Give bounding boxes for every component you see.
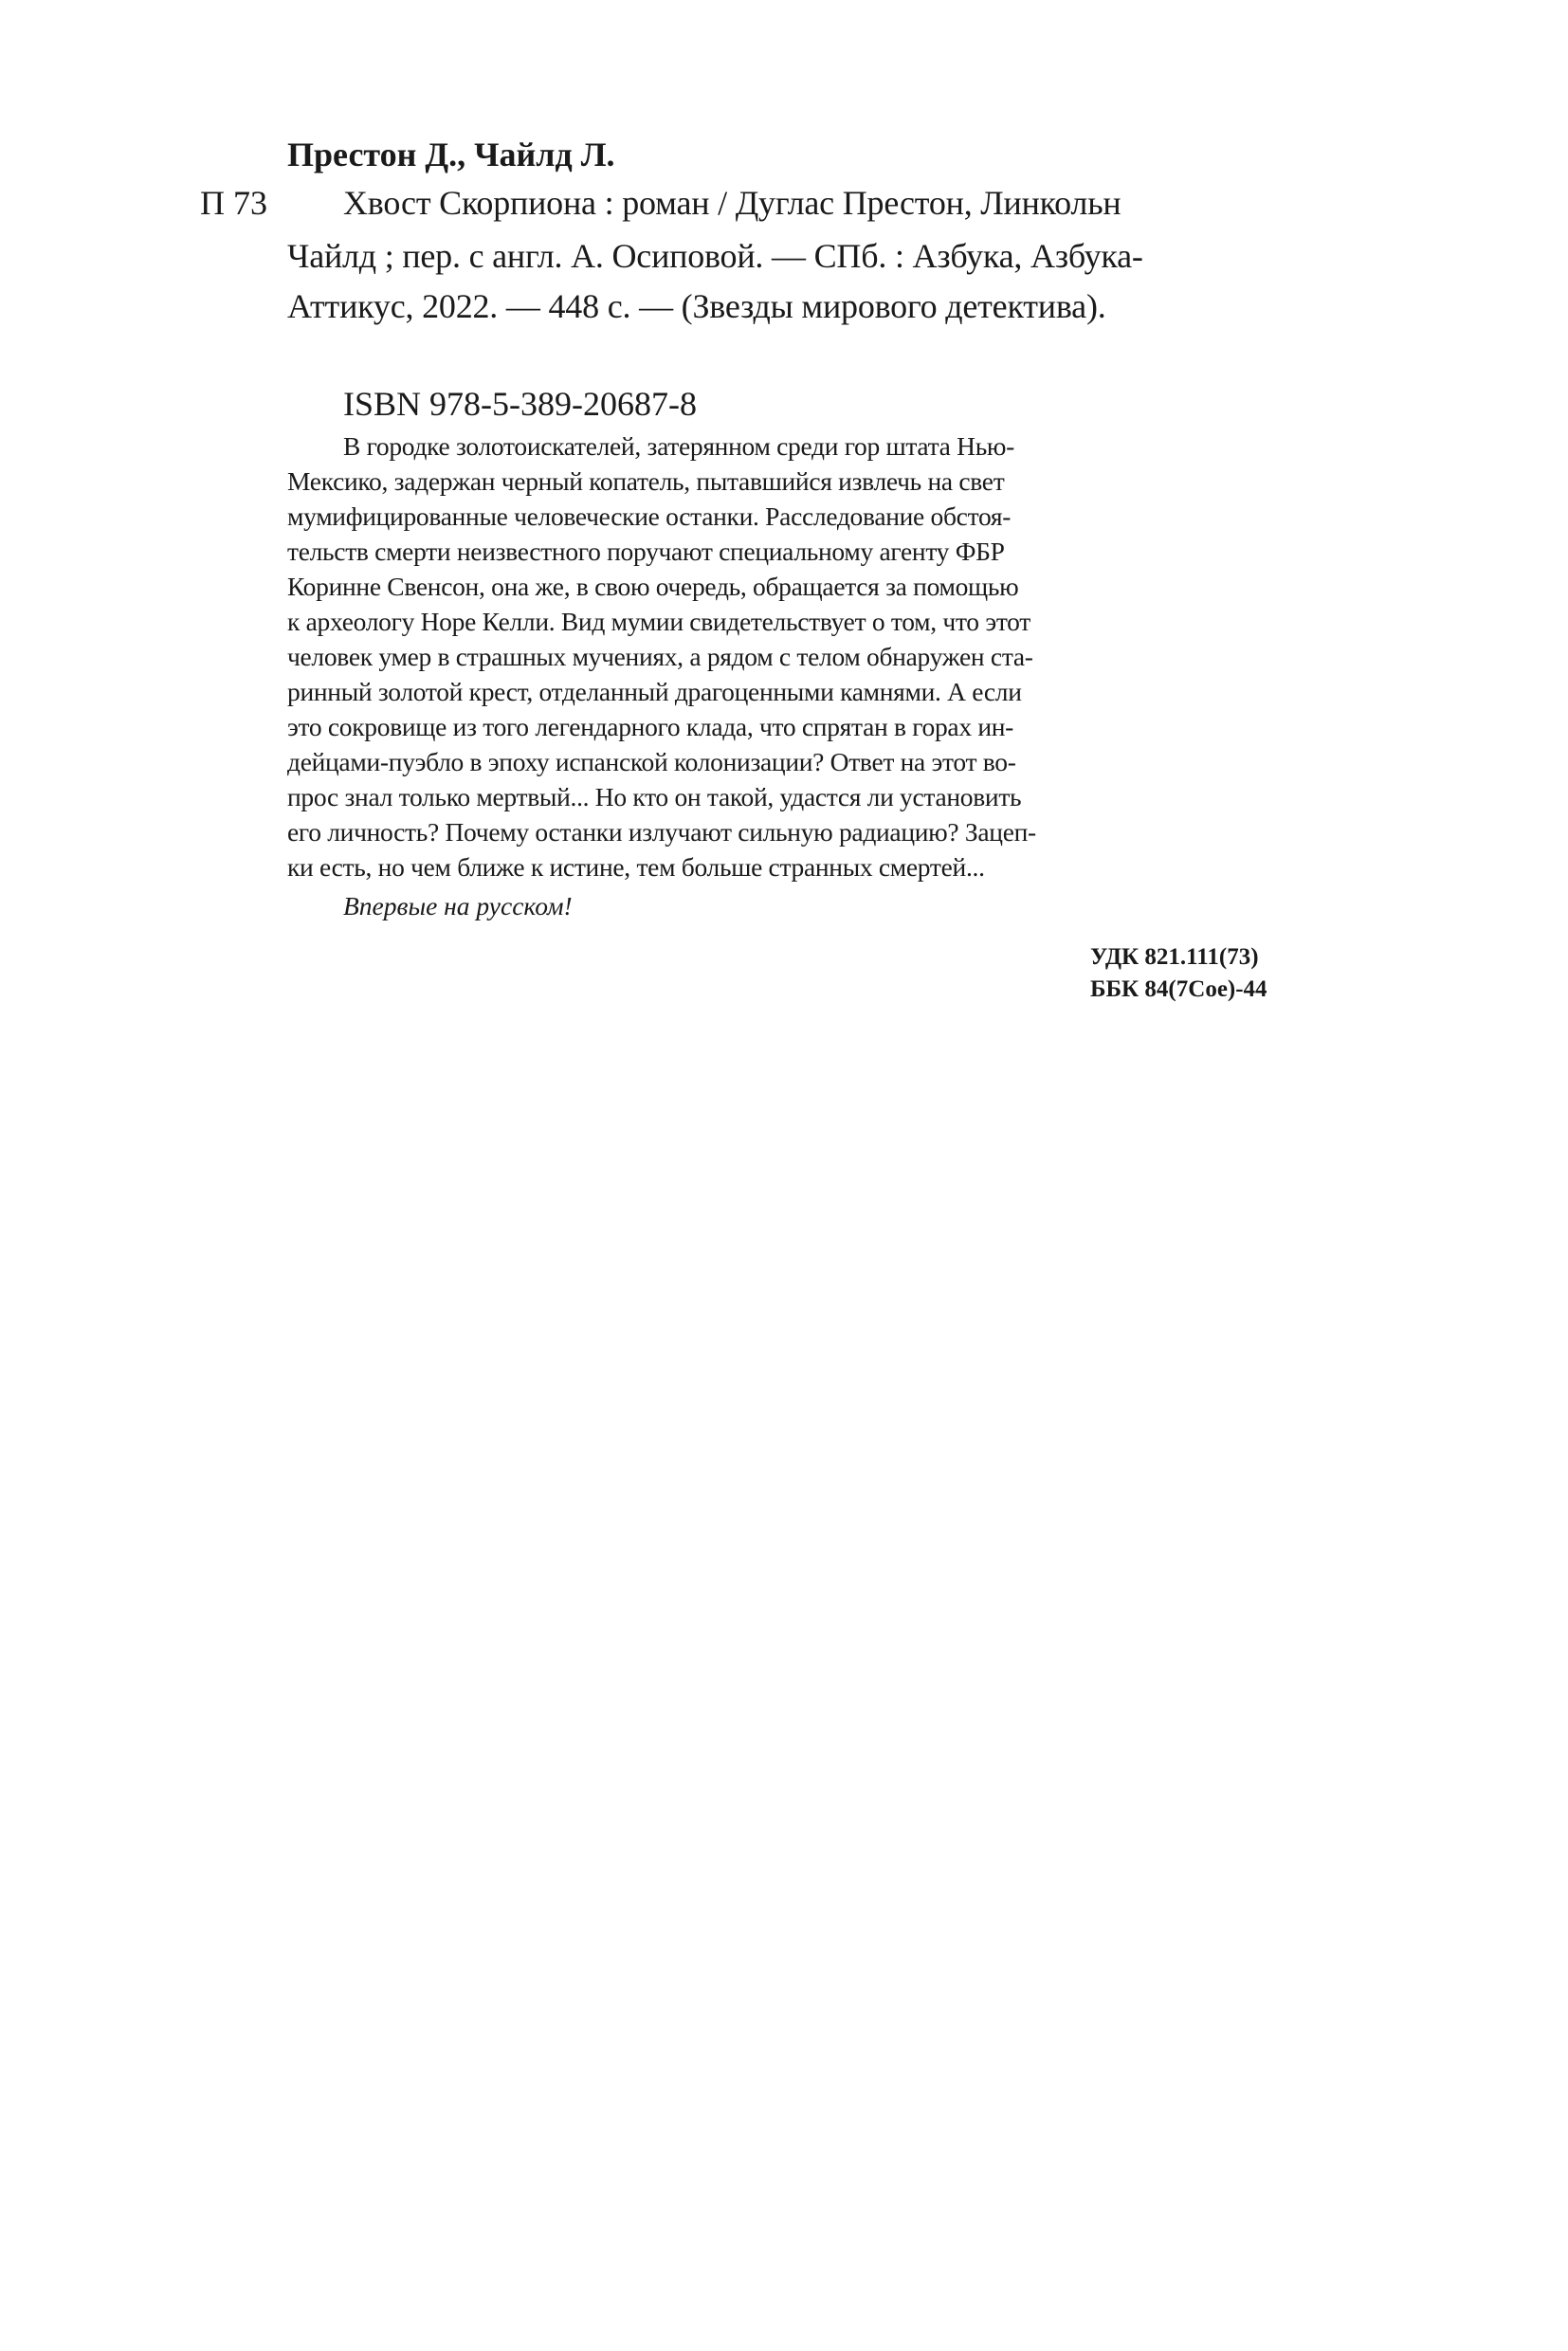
annotation-line: это сокровище из того легендарного клада, что спрятан в горах ин-	[287, 712, 1014, 741]
annotation-line: к археологу Норе Келли. Вид мумии свидетельствует о том, что этот	[287, 607, 1030, 636]
bibliographic-line: Хвост Скорпиона : роман / Дуглас Престон, Линкольн	[343, 184, 1121, 222]
bbk-code: ББК 84(7Сое)-44	[1090, 976, 1267, 1002]
shelf-code: П 73	[200, 184, 267, 222]
annotation-line: человек умер в страшных мучениях, а рядом с телом обнаружен ста-	[287, 642, 1033, 671]
isbn: ISBN 978-5-389-20687-8	[343, 385, 697, 423]
annotation-line: тельств смерти неизвестного поручают специальному агенту ФБР	[287, 537, 1005, 566]
bibliographic-line: Аттикус, 2022. — 448 с. — (Звезды мирового детектива).	[287, 287, 1106, 325]
bibliographic-line: Чайлд ; пер. с англ. А. Осиповой. — СПб. : Азбука, Азбука-	[287, 237, 1143, 275]
annotation-line: ки есть, но чем ближе к истине, тем больше странных смертей...	[287, 852, 985, 882]
udk-code: УДК 821.111(73)	[1090, 944, 1259, 970]
first-edition-note: Впервые на русском!	[343, 891, 573, 920]
annotation-line: В городке золотоискателей, затерянном среди гор штата Нью-	[343, 431, 1015, 461]
annotation-line: ринный золотой крест, отделанный драгоценными камнями. А если	[287, 677, 1022, 706]
annotation-line: прос знал только мертвый... Но кто он такой, удастся ли установить	[287, 782, 1022, 811]
author-heading: Престон Д., Чайлд Л.	[287, 136, 615, 173]
annotation-line: Мексико, задержан черный копатель, пытавшийся извлечь на свет	[287, 466, 1005, 496]
annotation-line: Коринне Свенсон, она же, в свою очередь, обращается за помощью	[287, 572, 1019, 601]
annotation-line: его личность? Почему останки излучают сильную радиацию? Зацеп-	[287, 817, 1036, 847]
annotation-line: мумифицированные человеческие останки. Расследование обстоя-	[287, 501, 1012, 531]
annotation-line: дейцами-пуэбло в эпоху испанской колонизации? Ответ на этот во-	[287, 747, 1016, 776]
